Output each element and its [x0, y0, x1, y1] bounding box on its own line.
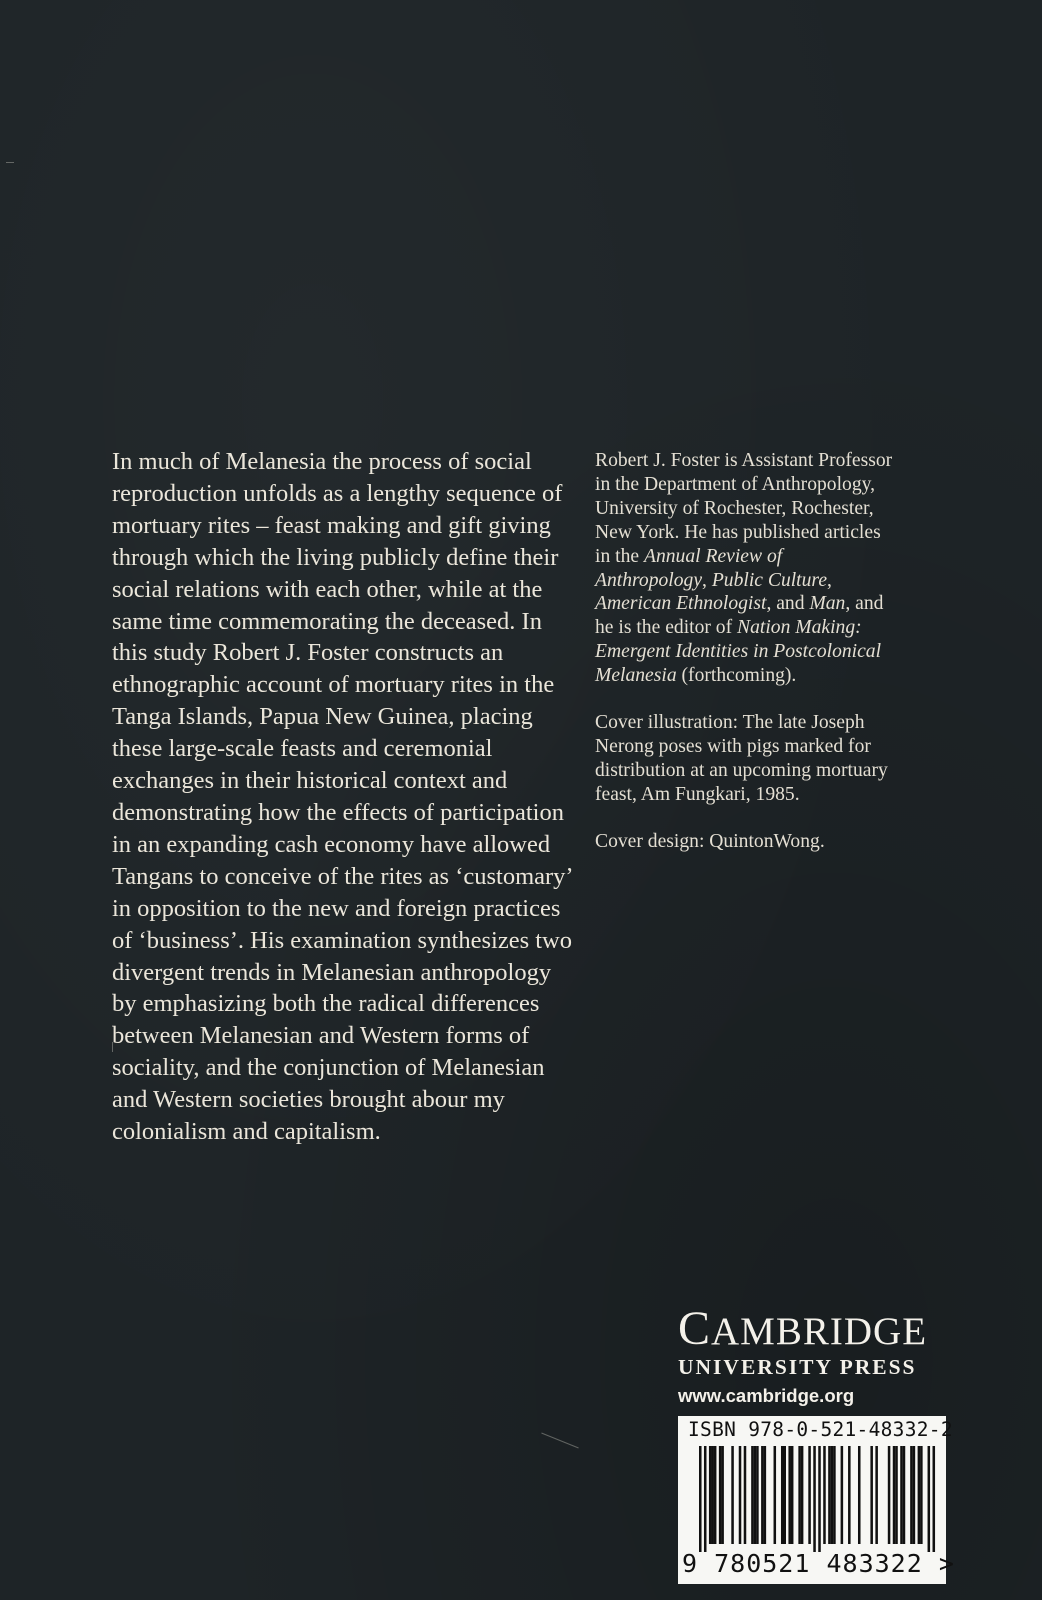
barcode-bar	[893, 1446, 896, 1544]
barcode-bar	[828, 1446, 831, 1544]
separator: ,	[702, 569, 712, 591]
barcode-bar	[783, 1446, 786, 1544]
publisher-name-rest: AMBRIDGE	[711, 1310, 928, 1353]
barcode-guard-bar	[699, 1446, 702, 1552]
cover-illustration-credit: Cover illustration: The late Joseph Nerong poses with pigs marked for distribution at an upcoming mortuary feast, Am Fungkari, 1985.	[595, 712, 888, 805]
book-title: Nation Making: Emergent Identities in Postcolonical Melanesia	[595, 617, 882, 687]
barcode-bar	[900, 1446, 903, 1544]
side-column	[595, 449, 895, 854]
barcode-bar	[756, 1446, 759, 1544]
author-bio-text: (forthcoming).	[676, 665, 797, 687]
barcode-bar	[833, 1446, 836, 1544]
barcode-bar	[739, 1446, 742, 1544]
barcode-bar	[823, 1446, 826, 1544]
barcode-guard-bar	[933, 1446, 936, 1552]
barcode-bar	[913, 1446, 916, 1544]
barcode-bar	[709, 1446, 712, 1544]
publisher-initial: C	[678, 1302, 712, 1355]
barcode-bar	[858, 1446, 861, 1544]
barcode-panel	[678, 1416, 955, 1584]
barcode-bar	[910, 1446, 913, 1544]
author-bio	[595, 449, 895, 688]
publisher-url: www.cambridge.org	[678, 1385, 855, 1406]
barcode-bar	[831, 1446, 834, 1544]
scratch-mark	[541, 1433, 578, 1449]
journal-title: American Ethnologist	[595, 593, 767, 615]
spacer	[595, 688, 895, 711]
barcode-bar	[721, 1446, 724, 1544]
barcode-bar	[888, 1446, 891, 1544]
separator: , and	[766, 593, 810, 615]
barcode-bar	[870, 1446, 873, 1544]
barcode-bar	[744, 1446, 747, 1544]
isbn-number: ISBN 978-0-521-48332-2	[688, 1418, 953, 1441]
barcode-bar	[754, 1446, 757, 1544]
barcode-bar	[808, 1446, 811, 1544]
barcode-bar	[788, 1446, 791, 1544]
barcode-bar	[903, 1446, 906, 1544]
barcode-guard-bar	[818, 1446, 821, 1552]
author-bio-text: Robert J. Foster is Assistant Professor in the Department of Anthropology, University of Rochester, Rochester, New York. He has published articles in the	[595, 450, 893, 567]
journal-title: Annual Review of Anthropology	[595, 545, 783, 591]
barcode-bar	[774, 1446, 777, 1544]
publisher-subtitle: UNIVERSITY PRESS	[678, 1355, 917, 1379]
barcode-bar	[895, 1446, 898, 1544]
separator: ,	[827, 569, 832, 591]
barcode-bar	[761, 1446, 764, 1544]
barcode-bar	[781, 1446, 784, 1544]
book-description: In much of Melanesia the process of social reproduction unfolds as a lengthy sequence of mortuary rites – feast making and gift giving through which the living publicly define their social relations with each other, while at the same time commemorating the deceased. In this study Robert J. Foster constructs an ethnographic account of mortuary rites in the Tanga Islands, Papua New Guinea, placing these large-scale feasts and ceremonial exchanges in their historical context and demonstrating how the effects of participation in an expanding cash economy have allowed Tangans to conceive of the rites as ‘customary’ in opposition to the new and foreign practices of ‘business’. His examination synthesizes two divergent trends in Melanesian anthropology by emphasizing both the radical differences between Melanesian and Western forms of sociality, and the conjunction of Melanesian and Western societies brought abour my colonialism and capitalism.	[112, 448, 572, 1146]
journal-title: Man	[809, 593, 846, 615]
barcode-guard-bar	[704, 1446, 707, 1552]
publisher-name	[678, 1302, 948, 1355]
barcode-bar	[714, 1446, 717, 1544]
cover-design-credit: Cover design: QuintonWong.	[595, 830, 825, 852]
barcode-bar	[918, 1446, 921, 1544]
author-bio-text: , and he is the editor of	[595, 593, 884, 639]
barcode-bar	[841, 1446, 844, 1544]
publisher-logo	[678, 1302, 948, 1410]
barcode-bar	[764, 1446, 767, 1544]
barcode-bar	[791, 1446, 794, 1544]
barcode-bar	[711, 1446, 714, 1544]
barcode-bar	[920, 1446, 923, 1544]
barcode-bar	[801, 1446, 804, 1544]
barcode-guard-bar	[928, 1446, 931, 1552]
barcode-guard-bar	[813, 1446, 816, 1552]
journal-title: Public Culture	[711, 569, 828, 591]
barcode-bar	[798, 1446, 801, 1544]
barcode-bar	[751, 1446, 754, 1544]
barcode	[685, 1446, 937, 1552]
barcode-bar	[848, 1446, 851, 1544]
barcode-bar	[719, 1446, 722, 1544]
scratch-mark	[6, 162, 14, 163]
spacer	[595, 807, 895, 830]
ean-digits: 9 780521 483322 >	[682, 1549, 955, 1578]
barcode-bar	[875, 1446, 878, 1544]
barcode-bar	[731, 1446, 734, 1544]
